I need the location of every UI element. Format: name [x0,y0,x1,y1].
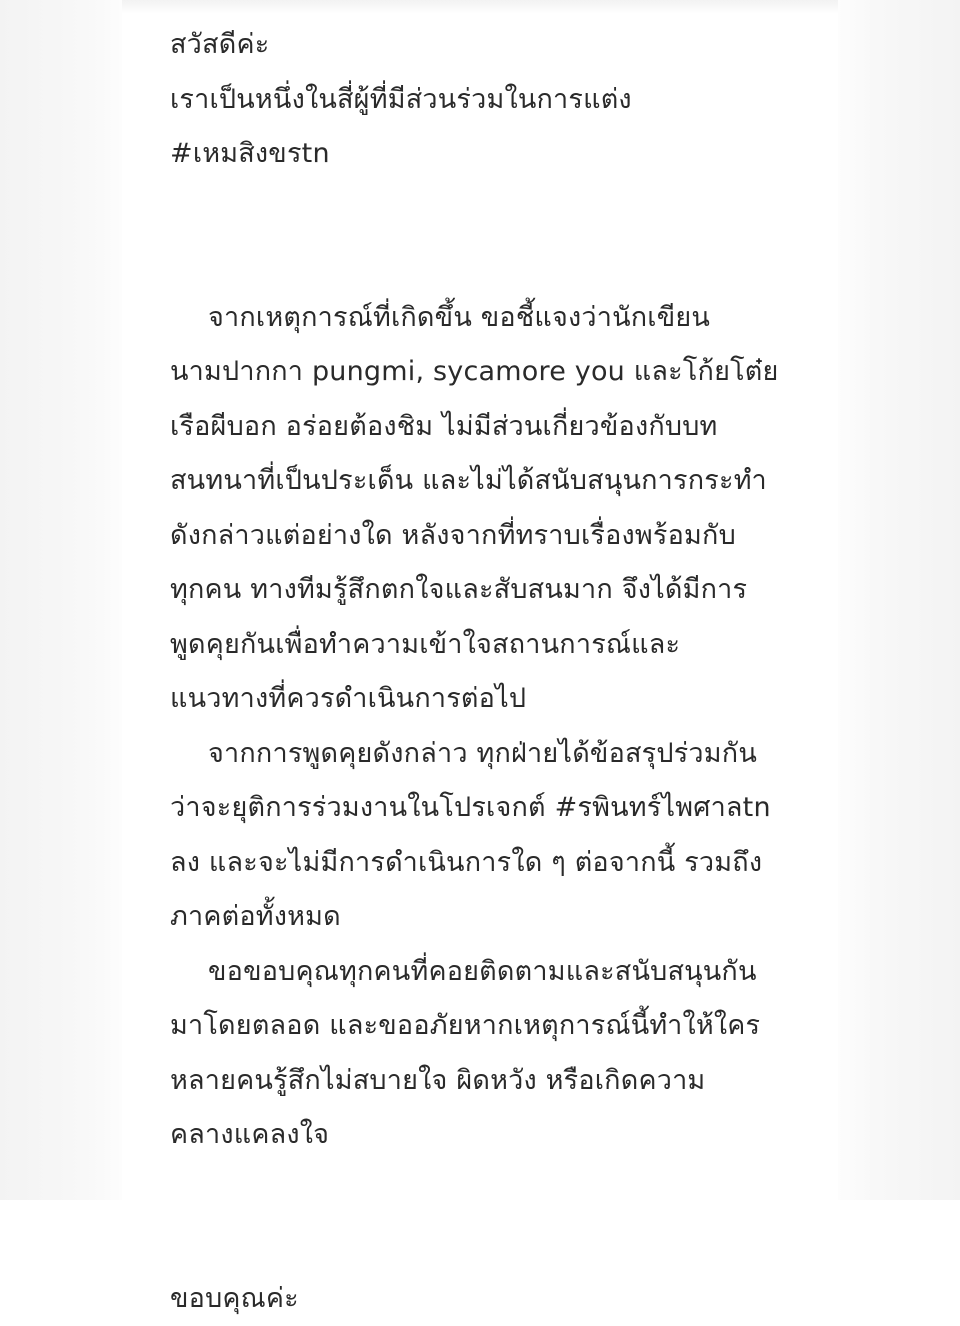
paragraph1-line: ดังกล่าวแต่อย่างใด หลังจากที่ทราบเรื่องพร้อมกับ [170,509,810,564]
intro-line: เราเป็นหนึ่งในสี่ผู้ที่มีส่วนร่วมในการแต่ง [170,73,810,128]
right-margin-shade [838,0,960,1200]
top-edge-shade [122,0,838,14]
blank-spacer [170,182,810,291]
paragraph3-line: คลางแคลงใจ [170,1108,810,1163]
left-margin-shade [0,0,122,1200]
paragraph3-line: หลายคนรู้สึกไม่สบายใจ ผิดหวัง หรือเกิดความ [170,1054,810,1109]
hashtag-line: #เหมสิงขรtn [170,127,810,182]
paragraph1-line: นามปากกา pungmi, sycamore you และโก้ยโต๋ย [170,345,810,400]
paragraph3-line: ขอขอบคุณทุกคนที่คอยติดตามและสนับสนุนกัน [170,945,810,1000]
closing-line: ขอบคุณค่ะ [170,1272,810,1326]
paragraph2-line: ภาคต่อทั้งหมด [170,890,810,945]
paragraph1-line: ทุกคน ทางทีมรู้สึกตกใจและสับสนมาก จึงได้มีการ [170,563,810,618]
greeting-line: สวัสดีค่ะ [170,18,810,73]
paragraph2-line: จากการพูดคุยดังกล่าว ทุกฝ่ายได้ข้อสรุปร่วมกัน [170,727,810,782]
blank-spacer [170,1163,810,1272]
paragraph3-line: มาโดยตลอด และขออภัยหากเหตุการณ์นี้ทำให้ใคร [170,999,810,1054]
paragraph1-line: แนวทางที่ควรดำเนินการต่อไป [170,672,810,727]
paragraph1-line: พูดคุยกันเพื่อทำความเข้าใจสถานการณ์และ [170,618,810,673]
paragraph2-line: ว่าจะยุติการร่วมงานในโปรเจกต์ #รพินทร์ไพศาลtn [170,781,810,836]
paragraph1-line: สนทนาที่เป็นประเด็น และไม่ได้สนับสนุนการกระทำ [170,454,810,509]
paragraph1-line: จากเหตุการณ์ที่เกิดขึ้น ขอชี้แจงว่านักเขียน [170,291,810,346]
announcement-text [170,18,810,1326]
paragraph2-line: ลง และจะไม่มีการดำเนินการใด ๆ ต่อจากนี้ รวมถึง [170,836,810,891]
paragraph1-line: เรือผีบอก อร่อยต้องชิม ไม่มีส่วนเกี่ยวข้องกับบท [170,400,810,455]
